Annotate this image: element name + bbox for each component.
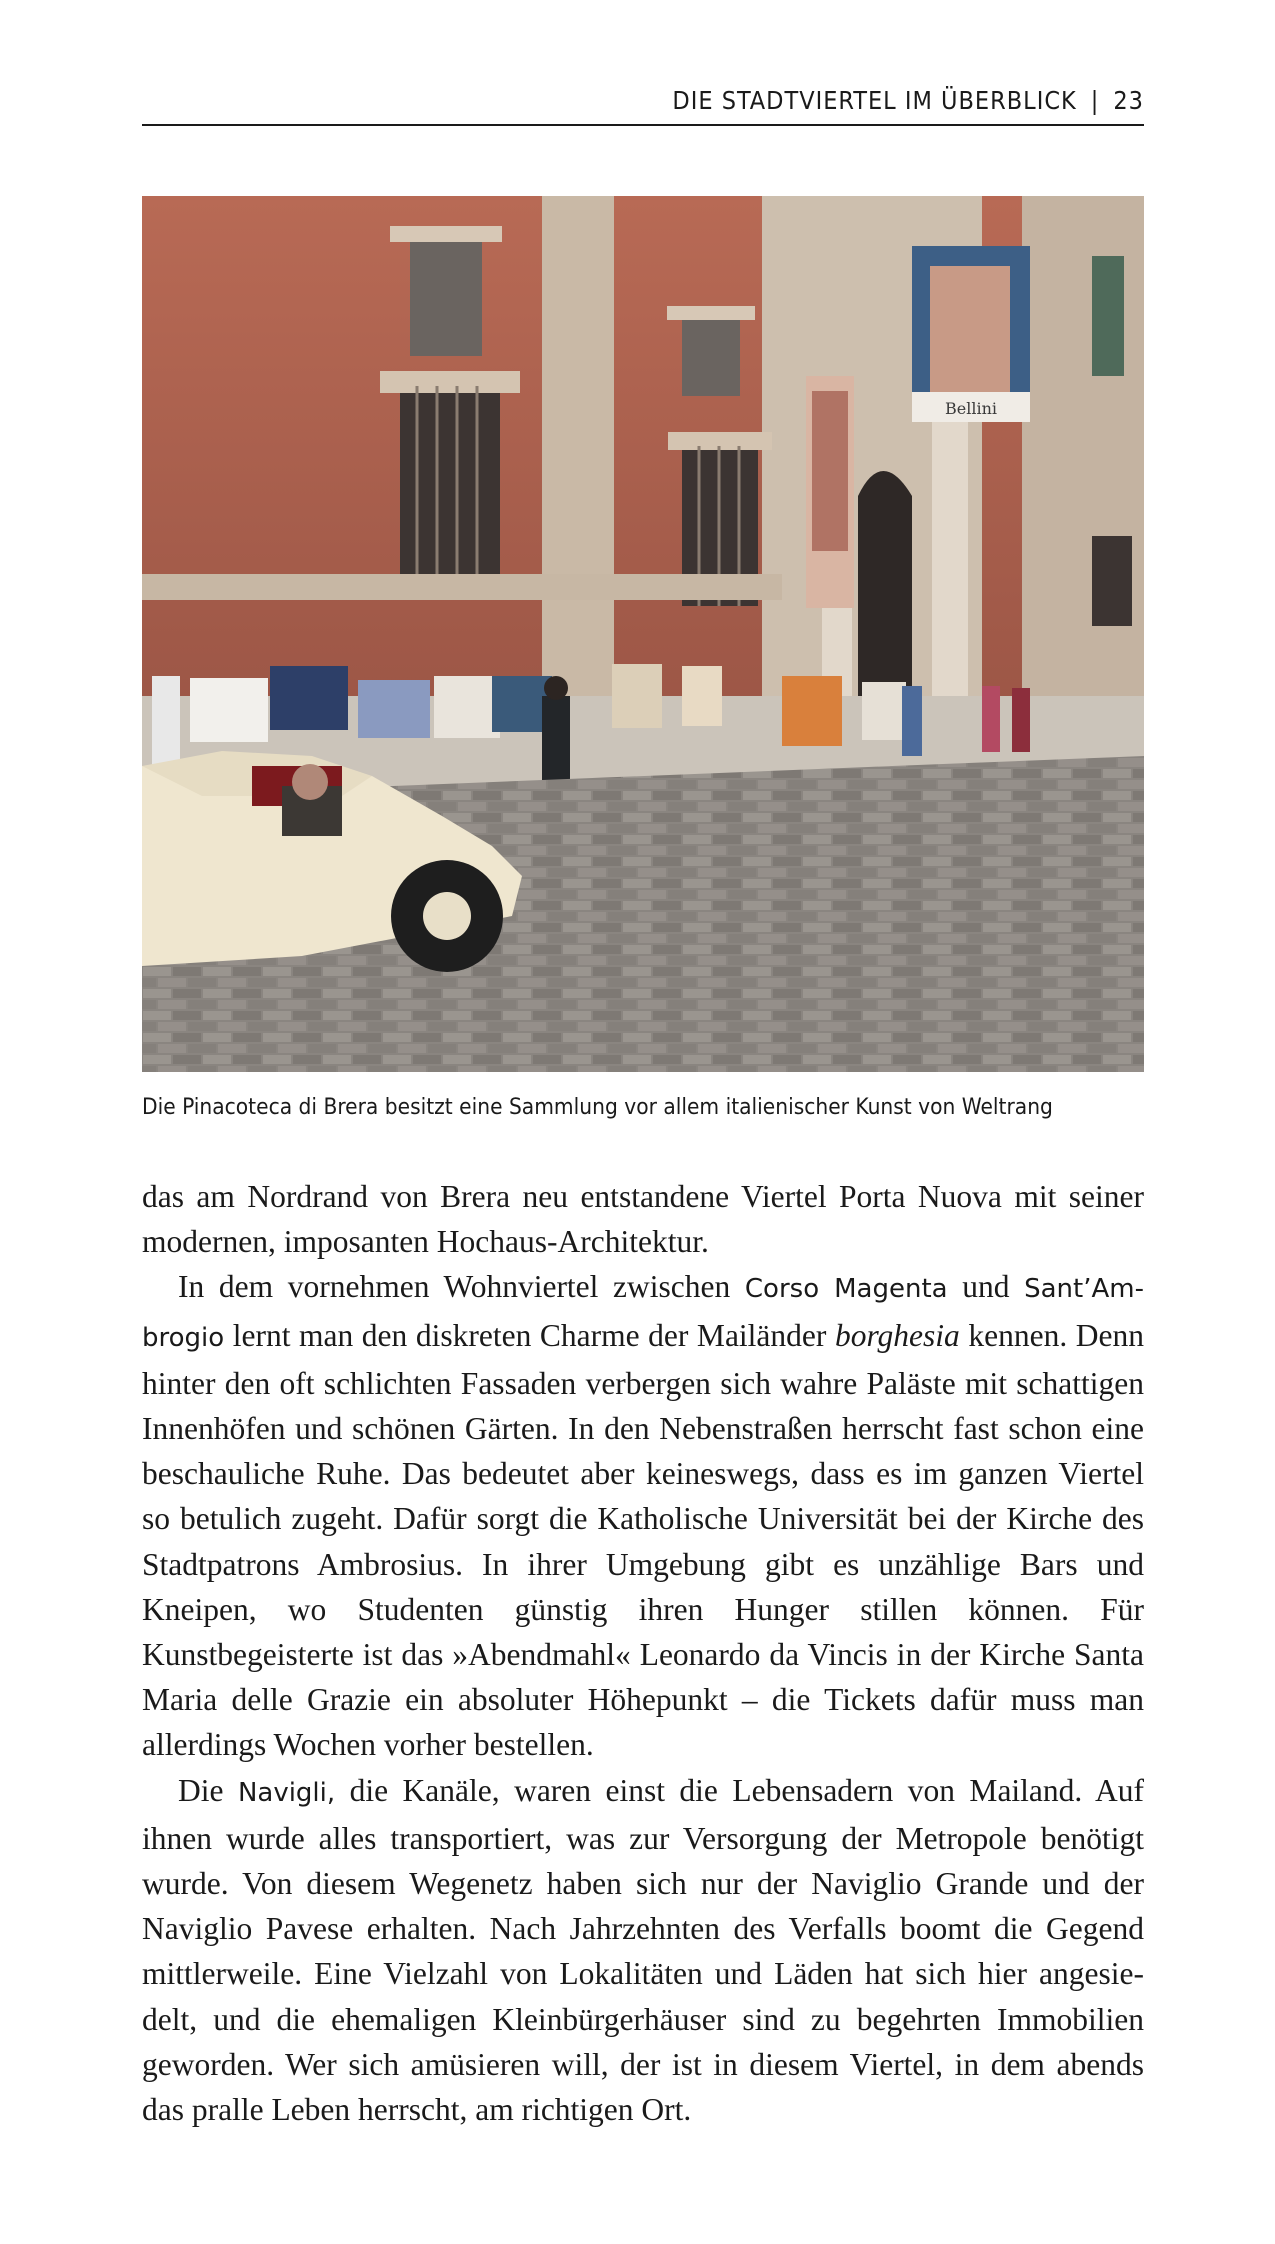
place-santambrogio: Sant’Ambrogio	[142, 1274, 1144, 1353]
paragraph-1: das am Nordrand von Brera neu entstandene Viertel Porta Nuova mit seiner modernen, imposanten Hochaus-Architektur.	[142, 1179, 1144, 1260]
banner-text: Bellini	[945, 399, 997, 418]
pinacoteca-photo	[142, 196, 1144, 1072]
place-corso-magenta: Corso Magenta	[744, 1274, 948, 1305]
term-borghesia: borghesia	[834, 1317, 960, 1353]
header-rule	[142, 124, 1144, 126]
paragraph-2: In dem vornehmen Wohnviertel zwischen Corso Magenta und Sant’Ambrogio lernt man den diskreten Charme der Mailänder borghesia kennen. Denn hinter den oft schlichten Fassaden verbergen sich wahre Paläste mit schattigen Innenhöfen und schönen Gärten. In den Nebenstraßen herrscht fast schon eine beschauliche Ruhe. Das bedeutet aber keineswegs, dass es im ganzen Viertel so betulich zugeht. Dafür sorgt die Katholische Universität bei der Kirche des Stadtpatrons Ambrosius. In ihrer Umgebung gibt es unzählige Bars und Kneipen, wo Studenten günstig ihren Hunger stillen können. Für Kunstbegeisterte ist das »Abendmahl« Leonardo da Vincis in der Kirche Santa Maria delle Grazie ein absoluter Höhepunkt – die Tickets dafür muss man allerdings Wochen vorher bestellen.	[142, 1269, 1144, 1763]
figure-caption: Die Pinacoteca di Brera besitzt eine Sammlung vor allem italienischer Kunst von Weltrang	[142, 1094, 1053, 1120]
section-title: DIE STADTVIERTEL IM ÜBERBLICK	[672, 85, 1077, 115]
header-separator: |	[1090, 85, 1100, 115]
page-number: 23	[1113, 85, 1144, 115]
place-navigli: Navigli,	[237, 1777, 336, 1808]
running-header	[142, 78, 1144, 122]
paragraph-3: Die Navigli, die Kanäle, waren einst die Lebensadern von Mailand. Auf ihnen wurde alles transportiert, was zur Versorgung der Metropole benötigt wurde. Von diesem Wegenetz haben sich nur der Naviglio Grande und der Naviglio Pavese erhalten. Nach Jahrzehnten des Verfalls boomt die Gegend mittlerweile. Eine Vielzahl von Lokalitäten und Läden hat sich hier angesiedelt, und die ehemaligen Kleinbürgerhäuser sind zu begehrten Immobilien geworden. Wer sich amüsieren will, der ist in diesem Viertel, in dem abends das pralle Leben herrscht, am richtigen Ort.	[142, 1772, 1144, 2128]
body-text	[142, 1174, 1144, 2132]
